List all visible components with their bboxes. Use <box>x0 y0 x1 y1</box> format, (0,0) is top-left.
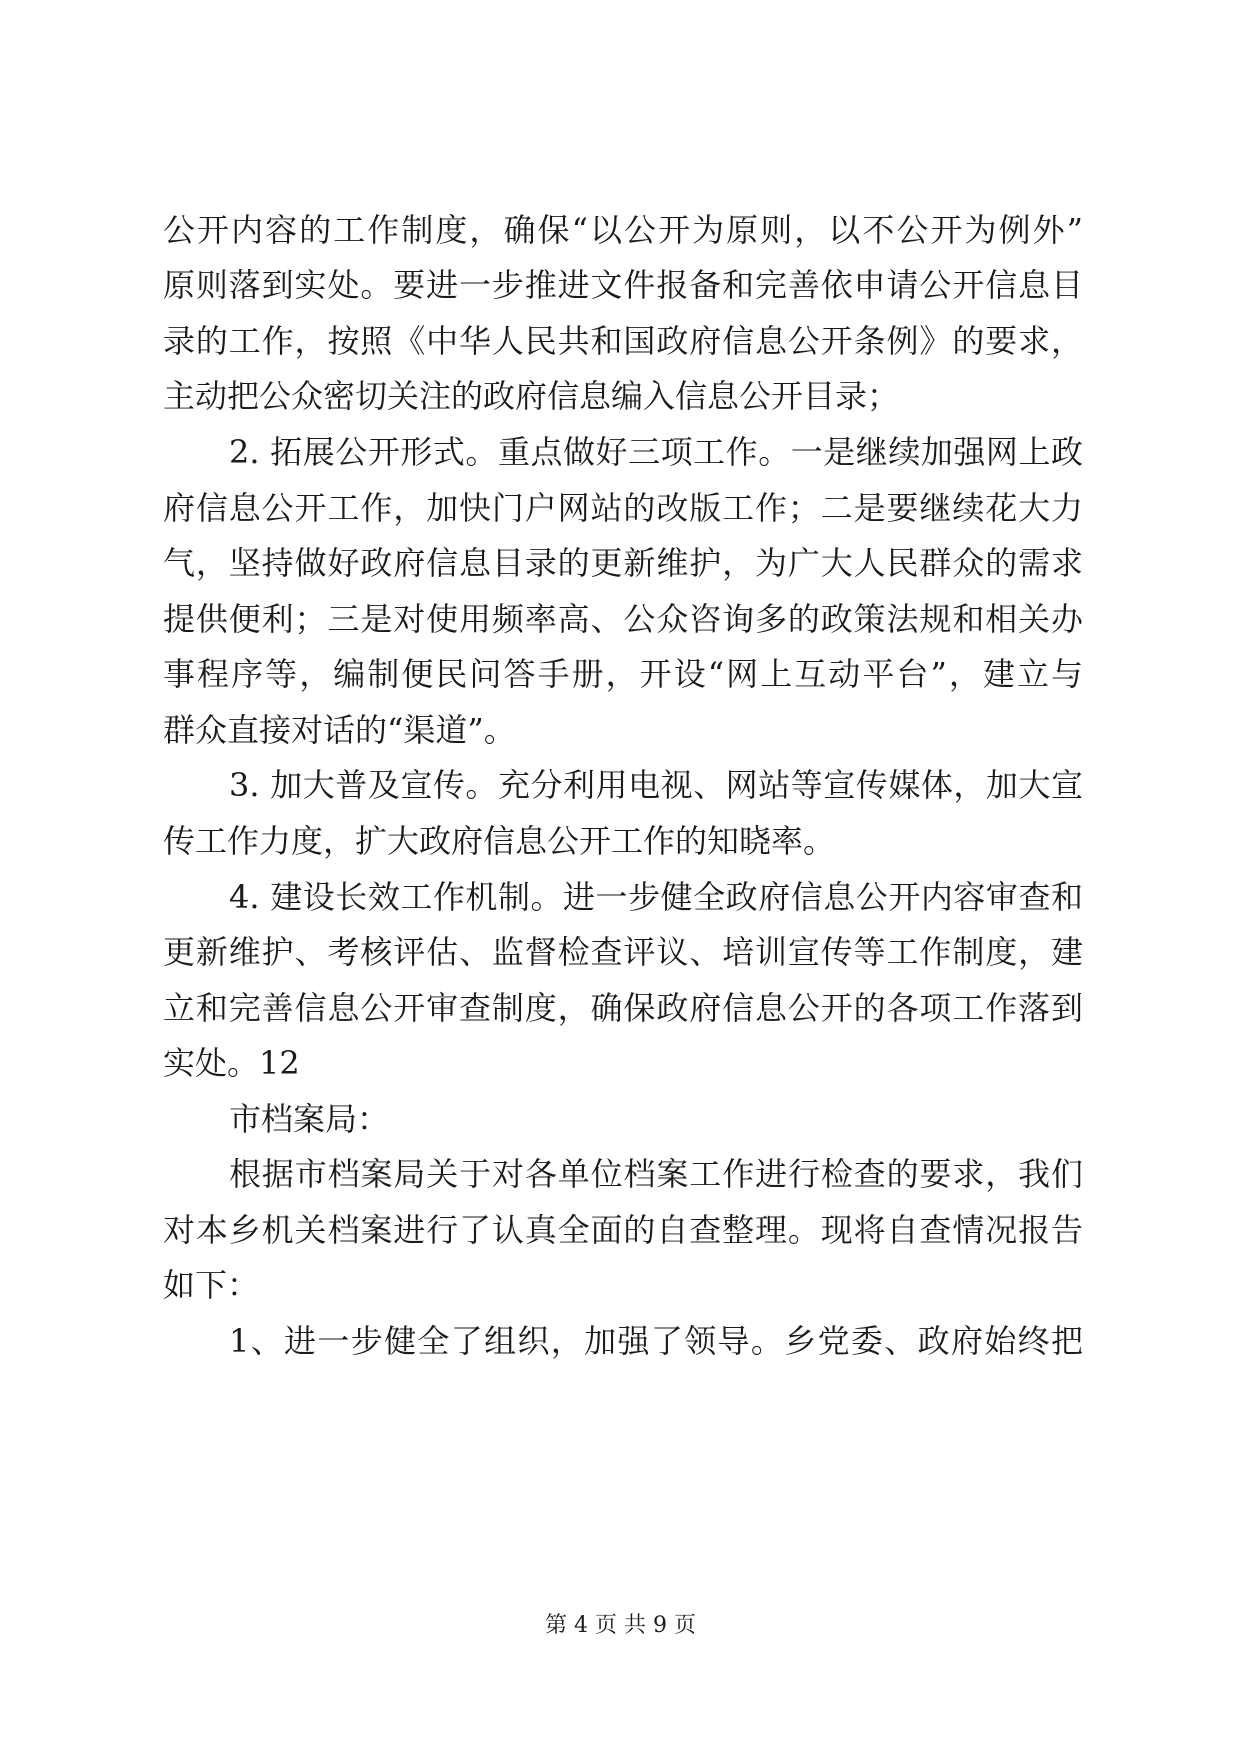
body-line: 实处。12 <box>163 1044 300 1082</box>
paragraph-start-line: 1、进一步健全了组织，加强了领导。乡党委、政府始终把 <box>229 1322 1083 1360</box>
body-line: 传工作力度，扩大政府信息公开工作的知晓率。 <box>163 822 836 860</box>
body-line: 录的工作，按照《中华人民共和国政府信息公开条例》的要求， <box>163 322 1083 360</box>
body-line: 对本乡机关档案进行了认真全面的自查整理。现将自查情况报告 <box>163 1211 1083 1249</box>
body-line: 府信息公开工作，加快门户网站的改版工作；二是要继续花大力 <box>163 489 1083 527</box>
body-line: 如下： <box>163 1266 260 1304</box>
body-line: 气，坚持做好政府信息目录的更新维护，为广大人民群众的需求 <box>163 544 1083 582</box>
body-line: 立和完善信息公开审查制度，确保政府信息公开的各项工作落到 <box>163 989 1083 1027</box>
body-line: 主动把公众密切关注的政府信息编入信息公开目录； <box>163 377 900 415</box>
paragraph-start-line: 根据市档案局关于对各单位档案工作进行检查的要求，我们 <box>229 1155 1083 1193</box>
body-line: 公开内容的工作制度，确保“以公开为原则，以不公开为例外” <box>163 211 1083 249</box>
page-number-footer: 第 4 页 共 9 页 <box>545 1613 696 1638</box>
body-line: 更新维护、考核评估、监督检查评议、培训宣传等工作制度，建 <box>163 933 1083 971</box>
paragraph-start-line: 3. 加大普及宣传。充分利用电视、网站等宣传媒体，加大宣 <box>229 766 1083 804</box>
paragraph-start-line: 2. 拓展公开形式。重点做好三项工作。一是继续加强网上政 <box>229 433 1083 471</box>
paragraph-start-line: 4. 建设长效工作机制。进一步健全政府信息公开内容审查和 <box>229 878 1083 916</box>
body-line: 事程序等，编制便民问答手册，开设“网上互动平台”，建立与 <box>163 655 1083 693</box>
body-line: 群众直接对话的“渠道”。 <box>163 711 516 749</box>
body-line: 原则落到实处。要进一步推进文件报备和完善依申请公开信息目 <box>163 266 1083 304</box>
salutation-line: 市档案局： <box>229 1100 390 1138</box>
body-line: 提供便利；三是对使用频率高、公众咨询多的政策法规和相关办 <box>163 600 1083 638</box>
